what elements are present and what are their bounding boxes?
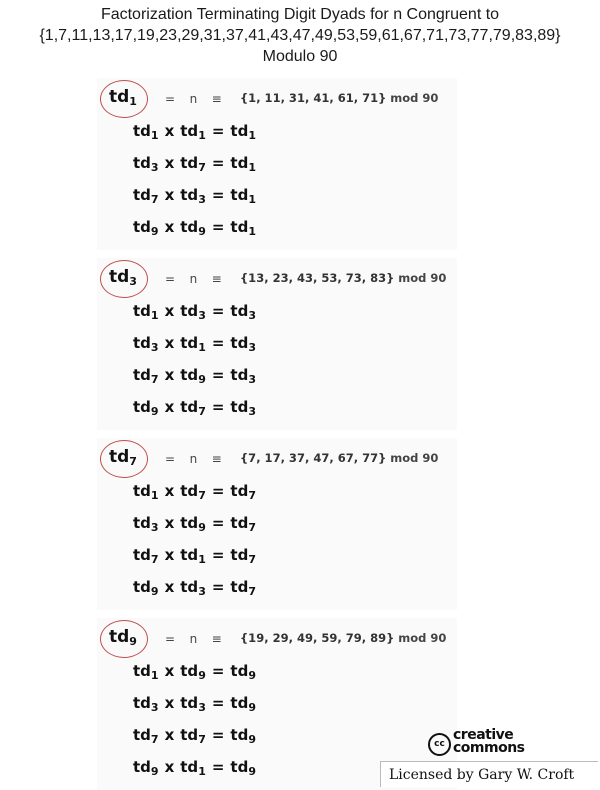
factor-b-sub: 1: [198, 129, 206, 142]
factor-a-sub: 1: [150, 309, 159, 322]
factor-b-sub: 3: [198, 585, 206, 598]
factor-b-sub: 1: [198, 341, 206, 354]
factor-a: td: [133, 482, 151, 500]
factor-b: td: [180, 482, 199, 500]
td-text: td: [109, 447, 130, 467]
equals-sign: =: [211, 218, 225, 236]
factor-a-sub: 9: [150, 765, 159, 778]
congruence-expression: [165, 452, 222, 466]
times-sign: x: [164, 694, 175, 712]
residue-set: [240, 451, 438, 465]
factor-b: td: [180, 302, 199, 320]
product: td: [230, 514, 249, 532]
title-line-2: {1,7,11,13,17,19,23,29,31,37,41,43,47,49,53,59,61,67,71,73,77,79,83,89}: [39, 27, 561, 44]
equals-sign: =: [211, 154, 225, 172]
factor-b-sub: 9: [198, 669, 206, 682]
times-sign: x: [164, 726, 175, 744]
title-line-3: Modulo 90: [262, 48, 338, 65]
modulus-label: mod 90: [398, 631, 447, 645]
product: td: [230, 726, 249, 744]
factor-b-sub: 9: [198, 373, 206, 386]
product-sub: 7: [248, 489, 256, 502]
equals-sign: =: [211, 366, 225, 384]
factor-b: td: [180, 662, 199, 680]
residue-values: {1, 11, 31, 41, 61, 71}: [240, 91, 387, 105]
times-sign: x: [164, 186, 175, 204]
times-sign: x: [164, 546, 175, 564]
dyad-equation: [133, 726, 256, 746]
factor-b: td: [180, 514, 199, 532]
dyad-equation: [133, 366, 256, 386]
equals-sign: =: [165, 452, 176, 466]
congruent-symbol: ≡: [211, 452, 223, 466]
td-subscript: 7: [129, 455, 137, 468]
equals-sign: =: [165, 92, 176, 106]
dyad-equation: [133, 482, 256, 502]
cc-wordmark: creative commons: [453, 727, 525, 756]
residue-set: [240, 271, 446, 285]
section-header: [97, 618, 457, 658]
factor-a-sub: 3: [150, 521, 159, 534]
section-header: [97, 258, 457, 298]
equals-sign: =: [211, 758, 225, 776]
dyad-equation: [133, 122, 256, 142]
factor-b: td: [180, 334, 199, 352]
factor-a: td: [133, 662, 151, 680]
factor-b-sub: 9: [198, 225, 206, 238]
times-sign: x: [164, 154, 175, 172]
equals-sign: =: [211, 514, 225, 532]
equals-sign: =: [165, 632, 176, 646]
factor-b: td: [180, 546, 199, 564]
td-subscript: 1: [129, 95, 137, 108]
equals-sign: =: [211, 726, 225, 744]
times-sign: x: [164, 578, 175, 596]
product-sub: 9: [248, 669, 256, 682]
factor-a: td: [133, 302, 151, 320]
dyad-equation: [133, 186, 256, 206]
equals-sign: =: [211, 334, 225, 352]
dyad-equation: [133, 218, 256, 238]
product-sub: 3: [248, 309, 256, 322]
times-sign: x: [164, 758, 175, 776]
product: td: [230, 546, 249, 564]
dyad-equation: [133, 694, 256, 714]
product-sub: 7: [248, 553, 256, 566]
dyad-equation: [133, 398, 256, 418]
td-subscript: 3: [129, 275, 137, 288]
product-sub: 3: [248, 405, 256, 418]
factor-a: td: [133, 514, 151, 532]
product-sub: 1: [248, 193, 256, 206]
factor-a: td: [133, 218, 151, 236]
factor-a-sub: 3: [150, 701, 159, 714]
section-header: [97, 438, 457, 478]
product-sub: 9: [248, 765, 256, 778]
factor-b-sub: 7: [198, 733, 206, 746]
congruence-expression: [165, 272, 222, 286]
congruent-symbol: ≡: [211, 92, 223, 106]
product: td: [230, 302, 249, 320]
equals-sign: =: [211, 694, 225, 712]
factor-b-sub: 7: [198, 161, 206, 174]
times-sign: x: [164, 482, 175, 500]
factor-a: td: [133, 398, 151, 416]
factor-a-sub: 9: [150, 585, 159, 598]
times-sign: x: [164, 334, 175, 352]
factor-b: td: [180, 694, 199, 712]
factor-b: td: [180, 726, 199, 744]
equals-sign: =: [165, 272, 176, 286]
n-symbol: n: [189, 632, 198, 646]
n-symbol: n: [189, 92, 198, 106]
equals-sign: =: [211, 398, 225, 416]
factor-a: td: [133, 154, 151, 172]
modulus-label: mod 90: [398, 271, 447, 285]
times-sign: x: [164, 514, 175, 532]
factor-a: td: [133, 578, 151, 596]
factor-a-sub: 3: [150, 161, 159, 174]
section-7: [97, 438, 457, 610]
factor-b-sub: 1: [198, 553, 206, 566]
product: td: [230, 482, 249, 500]
product-sub: 3: [248, 341, 256, 354]
equals-sign: =: [211, 578, 225, 596]
factor-a: td: [133, 758, 151, 776]
dyad-equation: [133, 302, 256, 322]
factor-a-sub: 7: [150, 193, 159, 206]
equals-sign: =: [211, 662, 225, 680]
product: td: [230, 578, 249, 596]
factor-b: td: [180, 398, 199, 416]
factor-a: td: [133, 122, 151, 140]
residue-values: {19, 29, 49, 59, 79, 89}: [240, 631, 395, 645]
cc-icon: cc: [428, 733, 451, 756]
factor-a-sub: 9: [150, 225, 159, 238]
congruent-symbol: ≡: [211, 272, 223, 286]
dyad-equation: [133, 154, 256, 174]
product-sub: 7: [248, 521, 256, 534]
product-sub: 9: [248, 733, 256, 746]
factor-a: td: [133, 334, 151, 352]
product: td: [230, 758, 249, 776]
product: td: [230, 398, 249, 416]
residue-set: [240, 91, 438, 105]
title-line-1: Factorization Terminating Digit Dyads for n Congruent to: [100, 6, 500, 23]
times-sign: x: [164, 302, 175, 320]
product: td: [230, 662, 249, 680]
dyad-equation: [133, 546, 256, 566]
factor-a-sub: 1: [150, 129, 159, 142]
factor-b-sub: 7: [198, 489, 206, 502]
equals-sign: =: [211, 546, 225, 564]
diagram-title: [0, 4, 600, 67]
times-sign: x: [164, 398, 175, 416]
factor-b-sub: 7: [198, 405, 206, 418]
factor-a-sub: 3: [150, 341, 159, 354]
factor-a-sub: 1: [150, 489, 159, 502]
equals-sign: =: [211, 302, 225, 320]
product-sub: 1: [248, 161, 256, 174]
section-label: [109, 267, 137, 288]
congruence-expression: [165, 632, 222, 646]
factor-a: td: [133, 546, 151, 564]
td-text: td: [109, 627, 130, 647]
factor-b: td: [180, 186, 199, 204]
dyad-equation: [133, 758, 256, 778]
product-sub: 1: [248, 129, 256, 142]
factor-b: td: [180, 122, 199, 140]
equals-sign: =: [211, 186, 225, 204]
product-sub: 9: [248, 701, 256, 714]
factor-b: td: [180, 218, 199, 236]
product: td: [230, 334, 249, 352]
n-symbol: n: [189, 272, 198, 286]
modulus-label: mod 90: [390, 91, 439, 105]
modulus-label: mod 90: [390, 451, 439, 465]
product-sub: 3: [248, 373, 256, 386]
td-text: td: [109, 87, 130, 107]
congruent-symbol: ≡: [211, 632, 223, 646]
dyad-equation: [133, 662, 256, 682]
factor-b: td: [180, 154, 199, 172]
factor-a-sub: 7: [150, 373, 159, 386]
product: td: [230, 122, 249, 140]
section-label: [109, 447, 137, 468]
factor-a-sub: 1: [150, 669, 159, 682]
creative-commons-logo: [428, 727, 578, 756]
factor-b: td: [180, 758, 199, 776]
factor-a-sub: 9: [150, 405, 159, 418]
td-subscript: 9: [129, 635, 137, 648]
product: td: [230, 154, 249, 172]
factor-b: td: [180, 578, 199, 596]
product: td: [230, 694, 249, 712]
product-sub: 7: [248, 585, 256, 598]
equals-sign: =: [211, 122, 225, 140]
residue-values: {13, 23, 43, 53, 73, 83}: [240, 271, 395, 285]
section-3: [97, 258, 457, 430]
times-sign: x: [164, 218, 175, 236]
factor-a-sub: 7: [150, 733, 159, 746]
residue-set: [240, 631, 446, 645]
factor-b-sub: 1: [198, 765, 206, 778]
factor-a: td: [133, 726, 151, 744]
section-label: [109, 87, 137, 108]
product: td: [230, 366, 249, 384]
congruence-expression: [165, 92, 222, 106]
residue-values: {7, 17, 37, 47, 67, 77}: [240, 451, 387, 465]
factor-b: td: [180, 366, 199, 384]
td-text: td: [109, 267, 130, 287]
factor-a: td: [133, 186, 151, 204]
times-sign: x: [164, 662, 175, 680]
section-1: [97, 78, 457, 250]
section-header: [97, 78, 457, 118]
factor-b-sub: 3: [198, 701, 206, 714]
dyad-equation: [133, 514, 256, 534]
n-symbol: n: [189, 452, 198, 466]
factor-a-sub: 7: [150, 553, 159, 566]
license-label: Licensed by Gary W. Croft: [380, 761, 598, 787]
factor-b-sub: 3: [198, 309, 206, 322]
factor-a: td: [133, 694, 151, 712]
times-sign: x: [164, 122, 175, 140]
section-label: [109, 627, 137, 648]
factor-a: td: [133, 366, 151, 384]
product: td: [230, 218, 249, 236]
dyad-equation: [133, 578, 256, 598]
product: td: [230, 186, 249, 204]
equals-sign: =: [211, 482, 225, 500]
factor-b-sub: 9: [198, 521, 206, 534]
product-sub: 1: [248, 225, 256, 238]
factor-b-sub: 3: [198, 193, 206, 206]
dyad-equation: [133, 334, 256, 354]
times-sign: x: [164, 366, 175, 384]
